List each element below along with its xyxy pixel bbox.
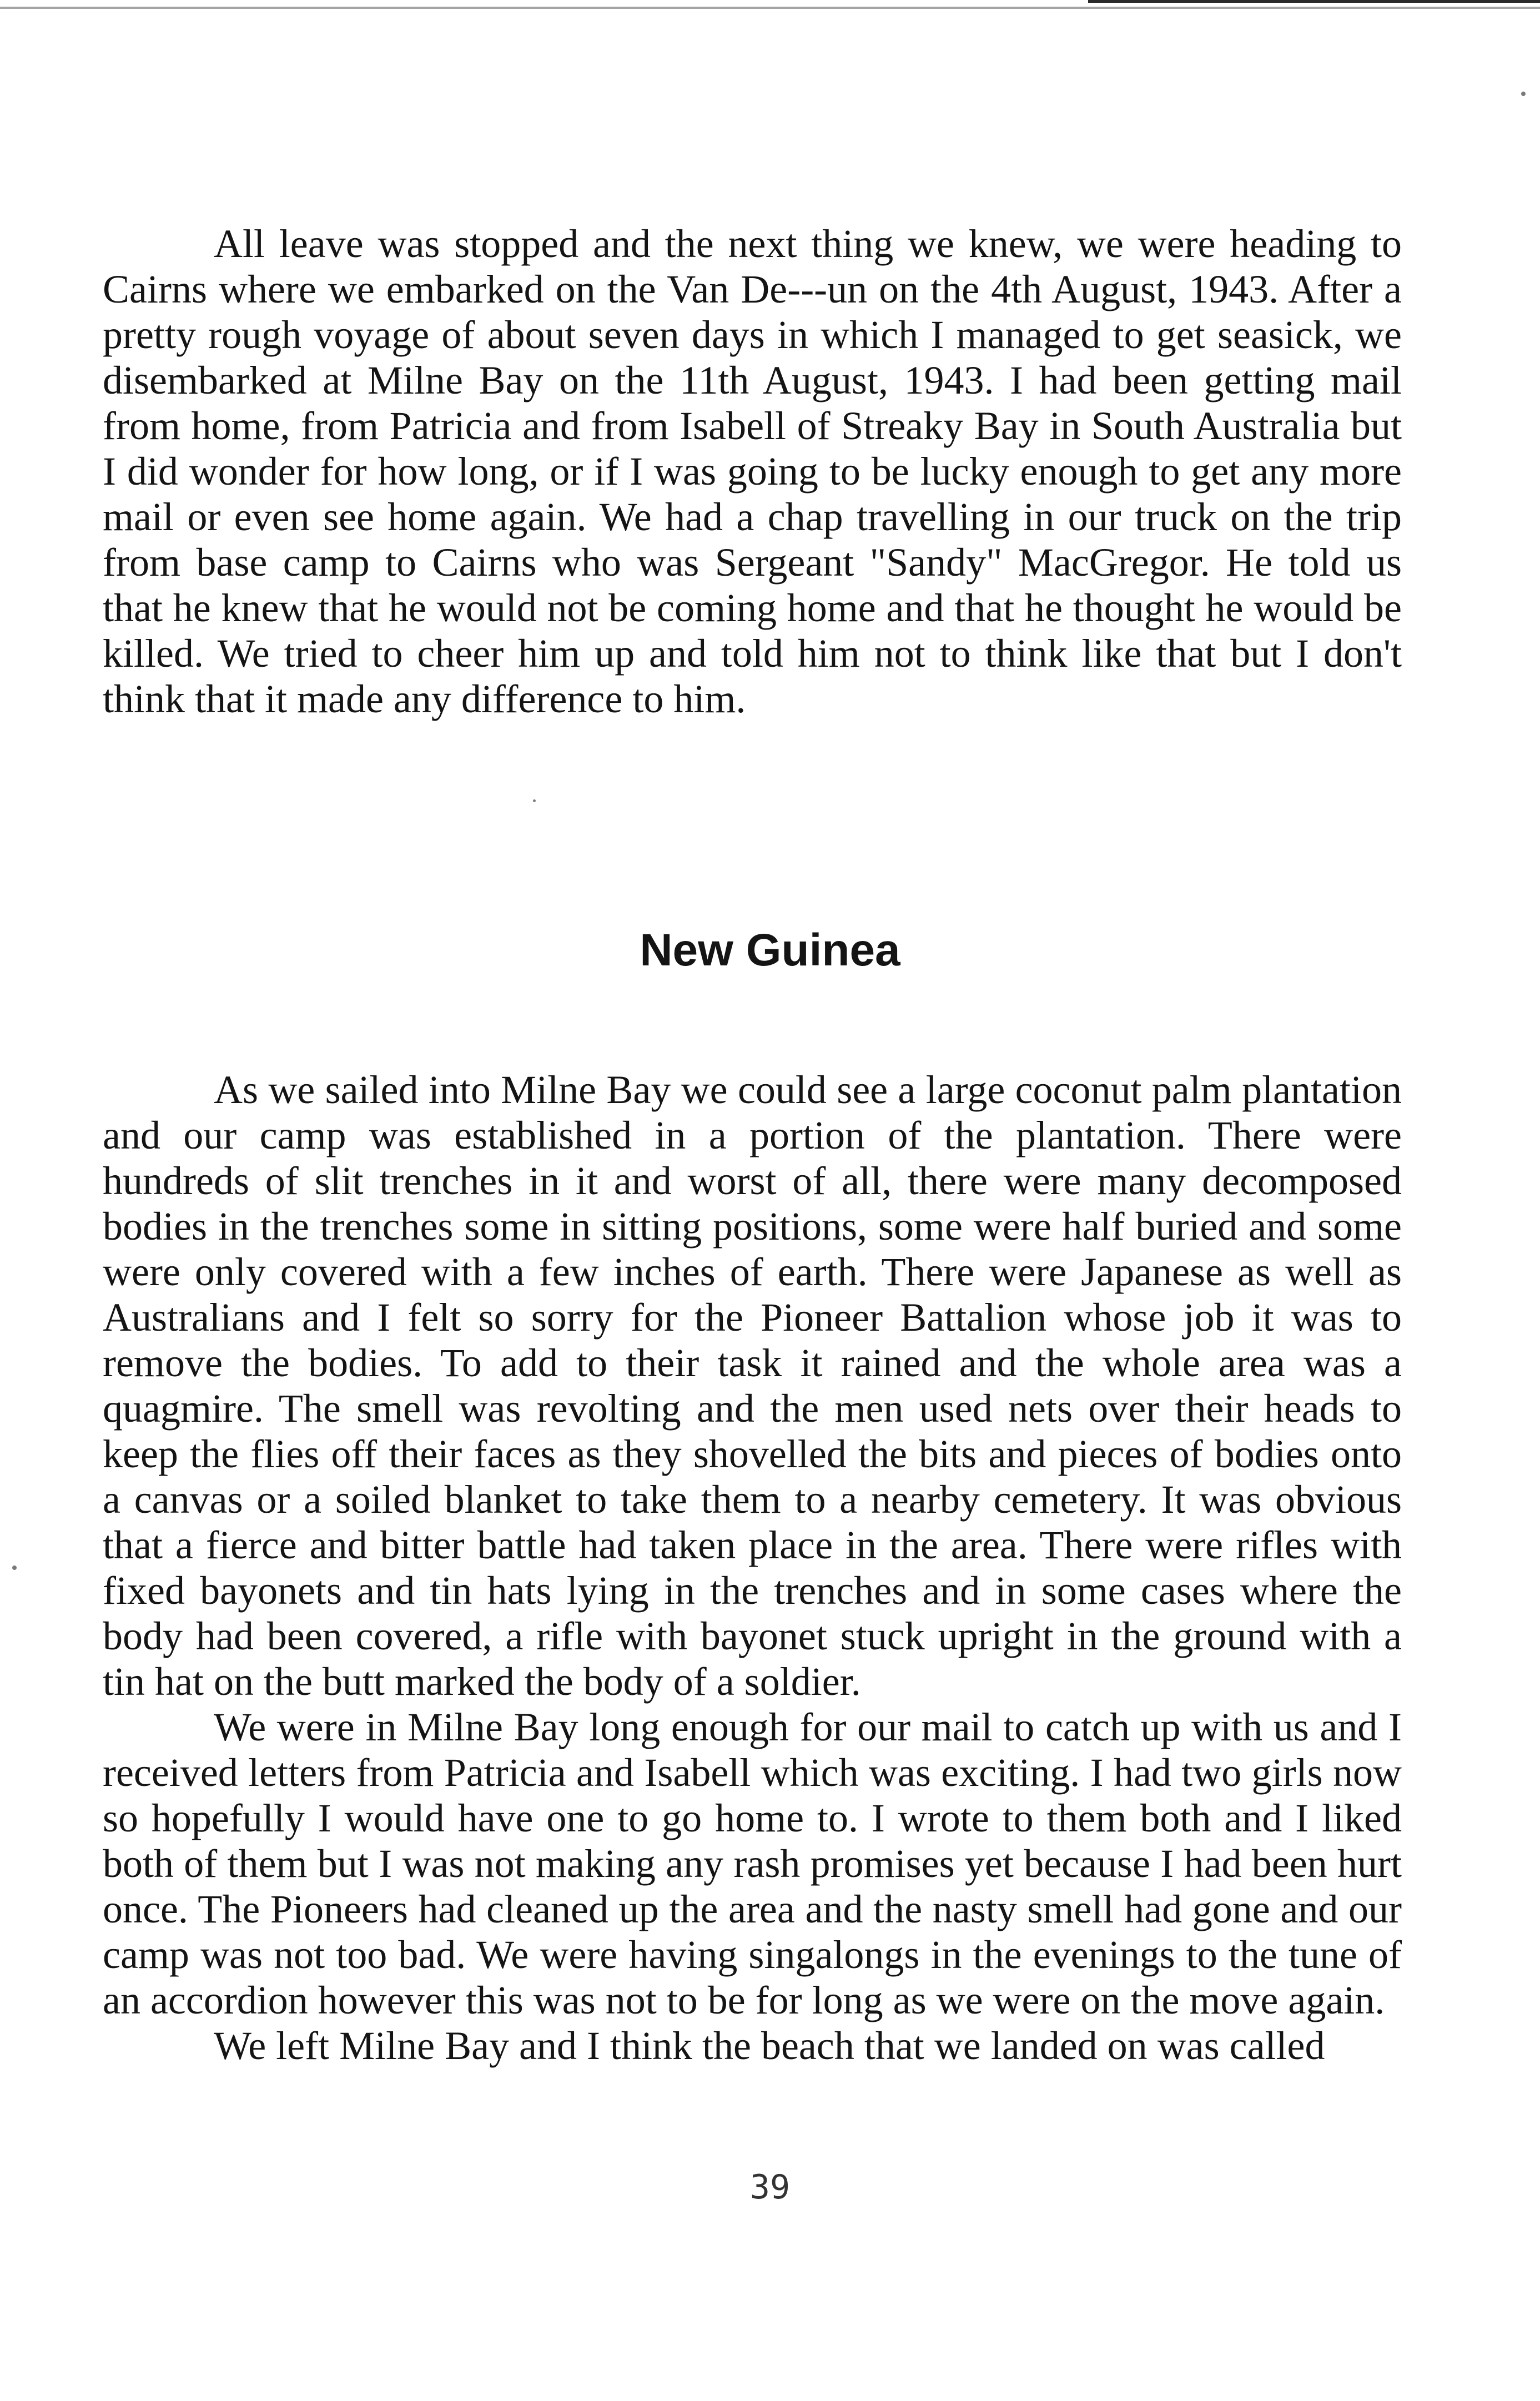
scan-speck	[533, 799, 536, 802]
paragraph-milne-bay-arrival: As we sailed into Milne Bay we could see a large coconut palm plantation and our camp was established in a portion of the plantation. There were hundreds of slit trenches in it and worst of all, there were many decomposed bodies in the trenches some in sitting positions, some were half buried and some were only covered with a few inches of earth. There were Japanese as well as Australians and I felt so sorry for the Pioneer Battalion whose job it was to remove the bodies. To add to their task it rained and the whole area was a quagmire. The smell was revolting and the men used nets over their heads to keep the flies off their faces as they shovelled the bits and pieces of bodies onto a canvas or a soiled blanket to take them to a nearby cemetery. It was obvious that a fierce and bitter battle had taken place in the area. There were rifles with fixed bayonets and tin hats lying in the trenches and in some cases where the body had been covered, a rifle with bayonet stuck upright in the ground with a tin hat on the butt marked the body of a soldier.	[103, 1068, 1402, 1704]
scan-top-rule	[0, 7, 1540, 9]
page-number: 39	[749, 2168, 791, 2207]
scan-speck	[12, 1566, 17, 1570]
opening-section	[103, 221, 1402, 722]
paragraph-voyage: All leave was stopped and the next thing we knew, we were heading to Cairns where we embarked on the Van De---un on the 4th August, 1943. After a pretty rough voyage of about seven days in which I managed to get seasick, we disembarked at Milne Bay on the 11th August, 1943. I had been getting mail from home, from Patricia and from Isabell of Streaky Bay in South Australia but I did wonder for how long, or if I was going to be lucky enough to get any more mail or even see home again. We had a chap travelling in our truck on the trip from base camp to Cairns who was Sergeant "Sandy" MacGregor. He told us that he knew that he would not be coming home and that he thought he would be killed. We tried to cheer him up and told him not to think like that but I don't think that it made any difference to him.	[103, 222, 1402, 721]
paragraph-mail-letters: We were in Milne Bay long enough for our mail to catch up with us and I received letters from Patricia and Isabell which was exciting. I had two girls now so hopefully I would have one to go home to. I wrote to them both and I liked both of them but I was not making any rash promises yet because I had been hurt once. The Pioneers had cleaned up the area and the nasty smell had gone and our camp was not too bad. We were having singalongs in the evenings to the tune of an accordion however this was not to be for long as we were on the move again.	[103, 1705, 1402, 2022]
new-guinea-section	[103, 1067, 1402, 2068]
section-heading: New Guinea	[640, 925, 900, 975]
paragraph-leaving-milne-bay: We left Milne Bay and I think the beach that we landed on was called	[214, 2024, 1325, 2068]
scan-top-edge	[1088, 0, 1540, 3]
scan-speck	[1521, 92, 1526, 96]
